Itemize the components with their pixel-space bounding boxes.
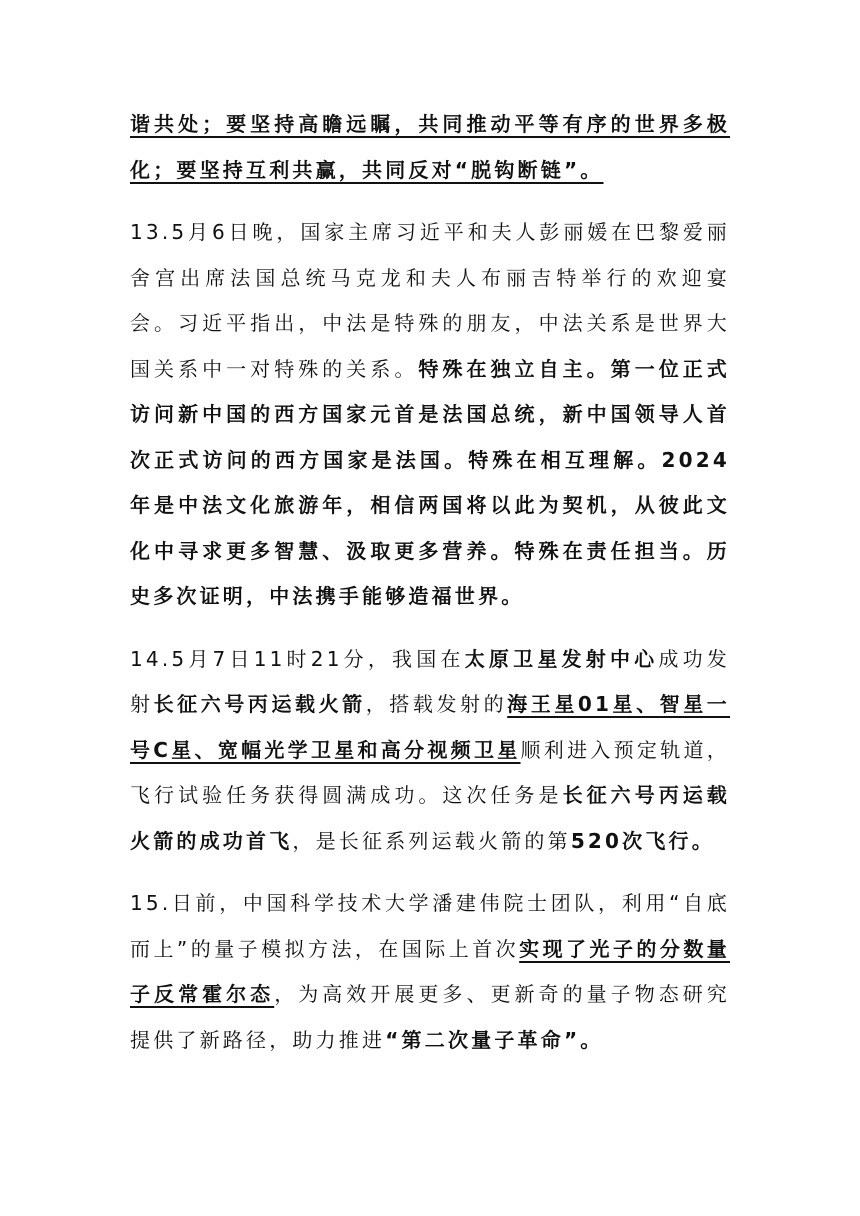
text-segment: ，是长征系列运载火箭的第	[292, 828, 571, 853]
text-segment: 15.日前，中国科学技术大学潘建伟院士团队，利用“自底而上”的量子模拟方法，在国际上首次	[130, 891, 730, 961]
bold-text-segment: 520次飞行。	[570, 828, 715, 853]
bold-text-segment: 长征六号丙运载火箭的成功首飞	[130, 783, 730, 853]
text-segment: 14.5月7日11时21分，我国在	[130, 646, 465, 671]
bold-text-segment: 特殊在独立自主。第一位正式访问新中国的西方国家元首是法国总统，新中国领导人首次正式访问的西方国家是法国。特殊在相互理解。2024年是中法文化旅游年，相信两国将以此为契机，从彼此文化中寻求更多智慧、汲取更多营养。特殊在责任担当。历史多次证明，中法携手能够造福世界。	[130, 356, 730, 608]
bold-text-segment: 长征六号丙运载火箭	[153, 692, 366, 716]
underlined-text-segment: 海王星01星、智星一号C星、宽幅光学卫星和高分视频卫星	[130, 692, 730, 762]
bold-text-segment: “第二次量子革命”。	[385, 1027, 604, 1052]
paragraph-15	[130, 881, 730, 1063]
text-segment: ，为高效开展更多、更新奇的量子物态研究提供了新路径，助力推进	[130, 982, 730, 1052]
underlined-text-segment: 实现了光子的分数量子反常霍尔态	[130, 936, 730, 1006]
text-segment: 谐共处；要坚持高瞻远瞩，共同推动平等有序的世界多极化；要坚持互利共赢，共同反对“脱钩断链”。	[130, 112, 730, 182]
paragraph-13	[130, 210, 730, 620]
paragraph-14	[130, 637, 730, 865]
text-segment: 成功发射	[130, 646, 730, 716]
text-segment: 13.5月6日晚，国家主席习近平和夫人彭丽媛在巴黎爱丽舍宫出席法国总统马克龙和夫人布丽吉特举行的欢迎宴会。习近平指出，中法是特殊的朋友，中法关系是世界大国关系中一对特殊的关系。	[130, 220, 730, 381]
paragraph-12-continued	[130, 102, 730, 193]
bold-text-segment: 太原卫星发射中心	[464, 646, 659, 671]
text-segment: 顺利进入预定轨道，飞行试验任务获得圆满成功。这次任务是	[130, 737, 730, 807]
document-body	[130, 102, 730, 1080]
text-segment: ，搭载发射的	[365, 692, 508, 716]
